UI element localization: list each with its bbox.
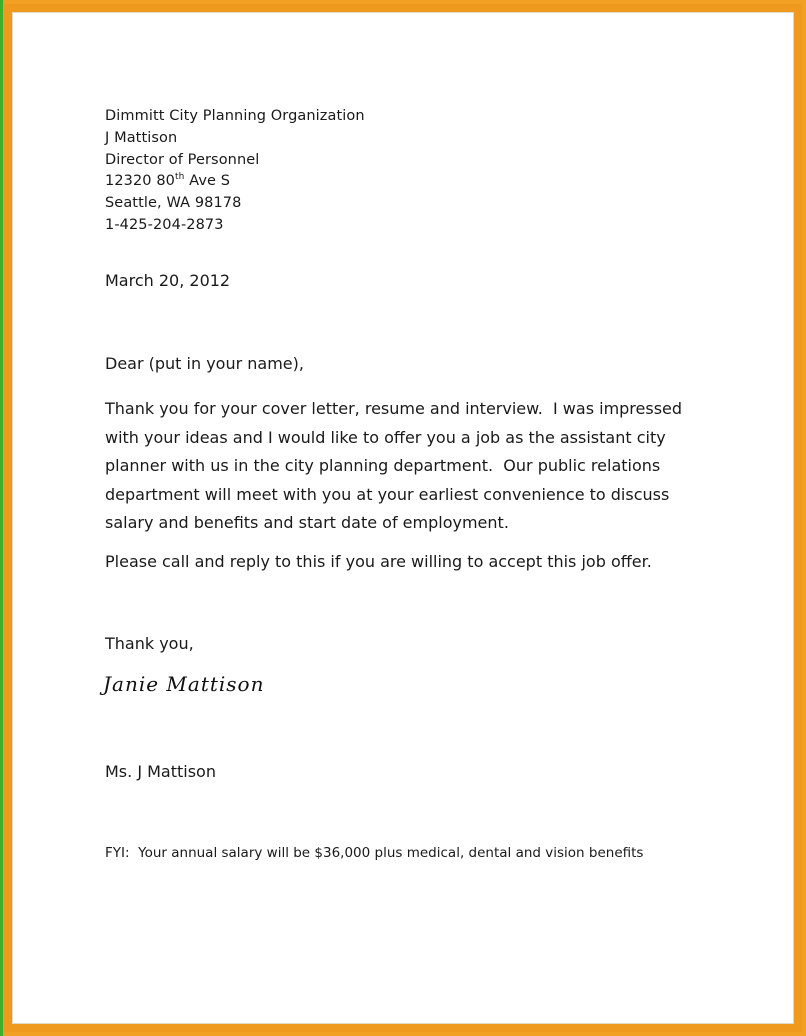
street-rest: Ave S	[184, 173, 231, 190]
body-paragraph	[105, 395, 725, 538]
sender-name: J Mattison	[105, 129, 178, 146]
sender-organization: Dimmitt City Planning Organization	[105, 108, 365, 124]
body-line: planner with us in the city planning department. Our public relations	[105, 456, 661, 476]
printed-name: Ms. J Mattison	[105, 762, 216, 781]
sender-street	[105, 171, 365, 193]
body-line: Thank you for your cover letter, resume and interview. I was impressed	[105, 399, 683, 418]
body-line: department will meet with you at your earliest convenience to discuss	[105, 484, 670, 504]
body-line: with your ideas and I would like to offer you a job as the assistant city	[105, 427, 666, 447]
letter-date: March 20, 2012	[105, 271, 231, 290]
sender-phone: 1-425-204-2873	[105, 216, 224, 233]
fyi-note: FYI: Your annual salary will be $36,000 plus medical, dental and vision benefits	[105, 845, 644, 861]
sender-title: Director of Personnel	[105, 151, 260, 168]
street-number: 12320 80	[105, 173, 175, 190]
salutation: Dear (put in your name),	[105, 354, 304, 373]
body-line: salary and benefits and start date of employment.	[105, 513, 509, 533]
closing: Thank you,	[105, 634, 194, 653]
sender-city-state-zip: Seattle, WA 98178	[105, 195, 242, 212]
call-to-action: Please call and reply to this if you are willing to accept this job offer.	[105, 552, 652, 571]
street-ordinal: th	[175, 172, 185, 183]
sender-address-block	[105, 106, 365, 237]
handwritten-signature: Janie Mattison	[103, 672, 265, 696]
